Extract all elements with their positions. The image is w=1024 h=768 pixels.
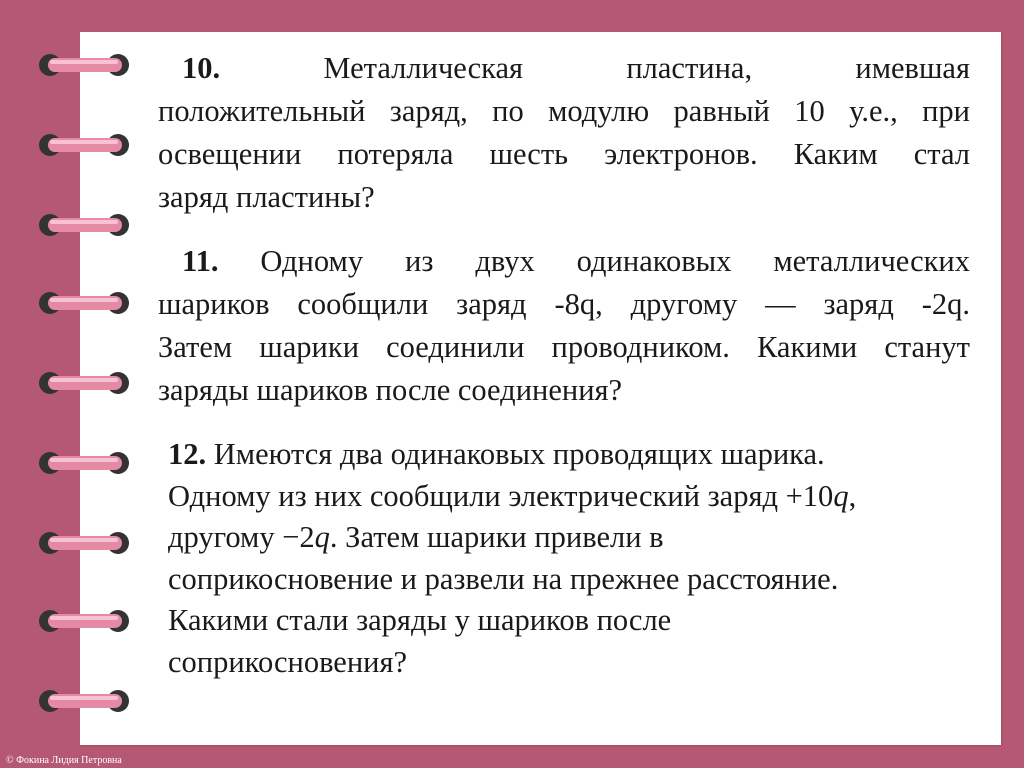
problem-line: заряд пластины? <box>158 180 375 214</box>
problem-12 <box>168 434 968 683</box>
problem-line: заряды шариков после соединения? <box>158 373 623 407</box>
problem-text: Одному из двух одинаковых металлических <box>260 244 971 278</box>
problem-line: шариков сообщили заряд -8q, другому — заряд -2q. <box>158 287 970 321</box>
problem-text: Имеются два одинаковых проводящих шарика. <box>213 437 825 471</box>
problem-number: 12. <box>168 437 207 471</box>
variable-q: q <box>833 478 849 513</box>
copyright-footer: © Фокина Лидия Петровна <box>6 755 122 766</box>
problem-line <box>168 476 968 518</box>
problem-text: Металлическая пластина, имевшая <box>323 51 970 85</box>
spiral-ring-icon <box>36 52 132 78</box>
spiral-ring-icon <box>36 132 132 158</box>
problem-line: Какими стали заряды у шариков после <box>168 603 672 637</box>
problem-line: соприкосновение и развели на прежнее расстояние. <box>168 561 839 596</box>
problem-line <box>158 240 970 283</box>
problem-10 <box>158 47 970 219</box>
problem-line <box>158 47 970 90</box>
spiral-ring-icon <box>36 370 132 396</box>
problem-text: . Затем шарики привели в <box>329 520 664 554</box>
problem-line <box>168 517 968 559</box>
problem-11 <box>158 240 970 412</box>
spiral-ring-icon <box>36 608 132 634</box>
problem-line: положительный заряд, по модулю равный 10 у.е., при <box>158 94 970 128</box>
problem-number: 11. <box>182 244 219 278</box>
spiral-ring-icon <box>36 450 132 476</box>
problem-text: , <box>848 478 857 513</box>
spiral-ring-icon <box>36 290 132 316</box>
spiral-ring-icon <box>36 212 132 238</box>
problem-line: освещении потеряла шесть электронов. Каким стал <box>158 137 970 171</box>
spiral-binding <box>36 0 136 768</box>
problem-text: Одному из них сообщили электрический заряд +10 <box>168 478 834 513</box>
variable-q: q <box>314 520 330 554</box>
problem-line <box>168 434 968 476</box>
spiral-ring-icon <box>36 688 132 714</box>
spiral-ring-icon <box>36 530 132 556</box>
problem-line: Затем шарики соединили проводником. Какими станут <box>158 330 970 364</box>
problem-number: 10. <box>182 51 221 85</box>
problem-text: другому −2 <box>168 520 315 554</box>
problem-line: соприкосновения? <box>168 644 408 679</box>
